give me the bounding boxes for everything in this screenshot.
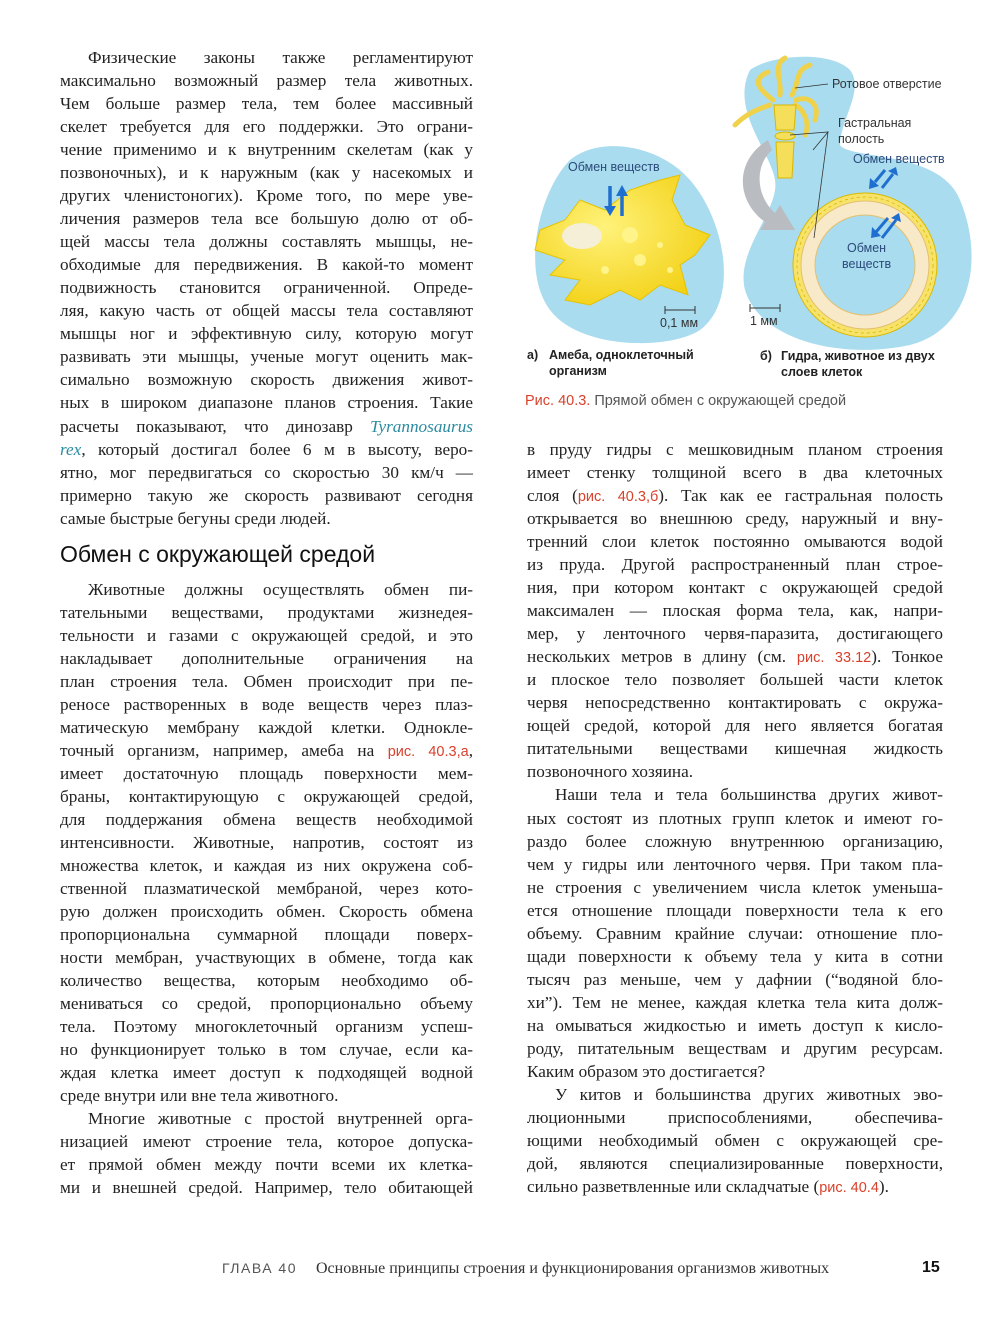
text-line: ятно, мог передвигаться со скоростью 30 км/ч — — [60, 462, 473, 482]
text-line: У китов и большинства других животных эво- — [555, 1084, 943, 1104]
text-line: питательными веществами кишечная жидкость — [527, 739, 943, 759]
text-line: но функционирует только в том случае, если ка- — [60, 1040, 473, 1060]
text-line: мениваться со средой, пропорционально объему — [60, 994, 473, 1014]
text-line: низацией имеют строение тела, которое допуска- — [60, 1132, 473, 1152]
text-line: реносе растворенных в воде веществ через плаз- — [60, 694, 473, 714]
footer-chapter-title: Основные принципы строения и функционирования организмов животных — [316, 1260, 830, 1277]
text-line: ющей средой, которой для него является богатая — [527, 716, 943, 736]
text-line — [60, 415, 473, 438]
text-line: матическую мембрану каждой клетки. Однокле- — [60, 717, 473, 737]
text-line: подвижность становится ограниченной. Опреде- — [60, 278, 473, 298]
amoeba-exchange-label: Обмен веществ — [568, 160, 660, 174]
text-line: среде внутри или вне тела животного. — [60, 1086, 339, 1106]
text-line: тренний слои клеток постоянно омываются водой — [527, 532, 943, 552]
text-line: Каким образом это достигается? — [527, 1061, 766, 1081]
text-line: люционными приспособлениями, обеспечива- — [527, 1107, 943, 1127]
text-segment: сильно разветвленные или складчатые ( — [527, 1177, 820, 1196]
text-line: развивать эти мышцы, ученые могут оценить мак- — [60, 347, 473, 367]
figure-40-3 — [510, 50, 980, 420]
text-line: накладывает дополнительные ограничения на — [60, 648, 473, 668]
paragraph — [527, 1083, 943, 1198]
text-line: тела. Поэтому многоклеточный организм успеш- — [60, 1017, 473, 1037]
text-line: ми и внешней средой. Например, тело обитающей — [60, 1178, 473, 1198]
text-line: имеет достаточную площадь поверхности мем- — [60, 763, 473, 783]
text-segment: слоя ( — [527, 486, 578, 506]
hydra-sub-letter: б) — [760, 349, 772, 363]
figure-caption-text: Прямой обмен с окружающей средой — [590, 393, 847, 409]
amoeba-scale-label: 0,1 мм — [660, 316, 699, 330]
text-line — [60, 739, 473, 762]
text-line: позвоночного хозяина. — [527, 762, 694, 782]
paragraph — [60, 578, 473, 1108]
text-line: Чем больше размер тела, тем более массивный — [60, 94, 473, 114]
text-line: мер, у ленточного червя-паразита, достигающего — [527, 624, 943, 644]
text-line: обходимые для передвижения. В какой-то момент — [60, 255, 473, 275]
left-text-column — [60, 46, 473, 1200]
text-line: чение применимо и к внутренним скелетам (как у — [60, 140, 473, 160]
text-line: тельности и газами с окружающей средой, и это — [60, 625, 473, 645]
text-line: не строения с увеличением числа клеток уменьша- — [527, 877, 943, 897]
amoeba-subcaption-line: Амеба, одноклеточный — [549, 348, 694, 362]
text-line: Наши тела и тела большинства других живот- — [555, 785, 943, 805]
amoeba-sub-letter: а) — [527, 348, 539, 362]
text-line: максимально возможный размер тела животных. — [60, 71, 473, 91]
text-line: интенсивности. Животные, напротив, состоят из — [60, 833, 473, 852]
text-line: Физические законы также регламентируют — [88, 48, 473, 67]
page-number: 15 — [922, 1259, 940, 1276]
text-line: других членистоногих). Кроме того, по мере уве- — [60, 186, 473, 206]
text-line: количество вещества, которым необходимо об- — [60, 971, 473, 991]
text-line: хи”). Тем не менее, каждая клетка тела кита долж- — [527, 992, 943, 1012]
text-line: для поддержания обмена веществ необходимой — [60, 809, 473, 829]
text-line: ляя, какую часть от общей массы тела составляют — [60, 301, 473, 321]
text-line: открывается во внешнюю среду, наружный и вну- — [527, 509, 943, 529]
species-name: Tyrannosaurus — [370, 416, 473, 436]
text-line: тательными веществами, продуктами жизнедея- — [60, 602, 473, 622]
text-line: Животные должны осуществлять обмен пи- — [88, 579, 473, 599]
paragraph — [60, 1107, 473, 1199]
text-segment: ). Так как ее гастральная полость — [658, 486, 943, 506]
figure-reference-link[interactable]: рис. 40.4 — [819, 1180, 879, 1196]
paragraph — [527, 438, 943, 783]
text-line — [527, 1175, 943, 1198]
figure-reference-link[interactable]: рис. 40.3,б — [577, 489, 659, 506]
text-line: примерно такую же скорость развивают сегодня — [60, 485, 473, 505]
text-line: ется отношение площади поверхности тела к его — [527, 900, 943, 920]
text-segment: нескольких метров в длину (см. — [527, 647, 797, 667]
hydra-cavity-label-2: полость — [838, 132, 885, 146]
text-line: имеет стенку толщиной всего в два клеточных — [527, 463, 943, 483]
text-segment: точный организм, например, амеба на — [60, 740, 388, 760]
text-line: тысяч раз меньше, чем у дафнии (“водяной бло- — [527, 969, 943, 989]
text-line: на омываться жидкостью и иметь доступ к кисло- — [527, 1015, 943, 1035]
text-line: ет прямой обмен между почти всеми их клетка- — [60, 1155, 473, 1175]
text-line: объему. Сравним крайние случаи: отношение пло- — [527, 923, 943, 943]
text-line: в пруду гидры с мешковидным планом строения — [527, 440, 943, 459]
text-line: браны, контактирующую с окружающей средой, — [60, 786, 473, 806]
figure-illustration — [510, 50, 980, 380]
text-line: мышцы ног и эффективную силу, которую могут — [60, 324, 473, 344]
text-line: ственной плазматической мембраной, через кото- — [60, 879, 473, 899]
hydra-subcaption — [781, 348, 935, 380]
text-line: раздо более сложную внутреннюю организацию, — [527, 831, 943, 851]
text-line: позвоночных), и к наружным (как у насекомых и — [60, 163, 473, 183]
hydra-exchange-inner-label-2: веществ — [842, 257, 892, 271]
text-segment: , который достигал более 6 м в высоту, веро- — [81, 439, 473, 459]
text-line — [527, 484, 943, 507]
text-line: ных состоят из плотных групп клеток и имеют го- — [527, 808, 943, 828]
text-line: рую должен происходить обмен. Скорость обмена — [60, 902, 473, 922]
text-line: щей массы тела должны составлять мышцы, не- — [60, 232, 473, 252]
text-line: план строения тела. Обмен происходит при пе- — [60, 671, 473, 691]
text-line — [527, 645, 943, 668]
hydra-cavity-label-1: Гастральная — [838, 116, 912, 130]
paragraph — [60, 46, 473, 530]
text-line: личения размеров тела все большую долю от об- — [60, 209, 473, 229]
text-line: ния, при котором контакт с окружающей средой — [527, 578, 943, 598]
text-segment: расчеты показывают, что динозавр — [60, 416, 371, 436]
species-name: rex — [60, 439, 82, 459]
text-line: множества клеток, и каждая из них окружена соб- — [60, 856, 473, 876]
hydra-exchange-outer-label: Обмен веществ — [853, 152, 945, 166]
paragraph — [527, 783, 943, 1082]
text-line: ности мембран, участвующих в обмене, тогда как — [60, 948, 473, 968]
text-line: максимален — плоская форма тела, как, напри- — [527, 601, 943, 621]
footer-chapter: ГЛАВА 40 — [222, 1260, 297, 1276]
text-line: скелет требуется для его поддержки. Это ограни- — [60, 117, 473, 137]
hydra-subcaption-line: слоев клеток — [781, 365, 863, 379]
text-line: самые быстрые бегуны среди людей. — [60, 508, 331, 528]
hydra-scale-label: 1 мм — [750, 314, 778, 328]
right-text-column — [527, 438, 943, 1198]
text-line: щади поверхности к объему тела у кита в сотни — [527, 946, 943, 966]
text-segment: , — [468, 740, 473, 760]
text-line: из пруда. Другой распространенный план строе- — [527, 555, 943, 575]
figure-caption — [525, 393, 846, 409]
text-line: симально возможную скорость движения живот- — [60, 370, 473, 390]
text-line: чем у гидры или ленточного червя. При таком пла- — [527, 854, 943, 874]
figure-reference-link[interactable]: рис. 40.3,а — [387, 743, 469, 760]
text-segment: ). — [878, 1177, 889, 1196]
figure-number: Рис. 40.3. — [525, 393, 591, 409]
amoeba-subcaption-line: организм — [549, 364, 607, 378]
text-line: ющими необходимый обмен с окружающей сре- — [527, 1130, 943, 1150]
section-heading: Обмен с окружающей средой — [60, 540, 376, 567]
text-line: пропорциональна суммарной площади поверх- — [60, 925, 473, 945]
text-line: червя непосредственно контактировать с окружа- — [527, 693, 943, 713]
text-segment: ). Тонкое — [871, 647, 943, 667]
text-line: и плоское тело позволяет большей части клеток — [527, 670, 943, 690]
text-line — [60, 438, 473, 461]
hydra-mouth-label: Ротовое отверстие — [832, 77, 942, 91]
hydra-subcaption-line: Гидра, животное из двух — [781, 349, 935, 363]
figure-reference-link[interactable]: рис. 33.12 — [796, 650, 872, 667]
hydra-exchange-inner-label-1: Обмен — [847, 241, 887, 255]
text-line: роду, питательным веществам и другим ресурсам. — [527, 1038, 943, 1058]
amoeba-subcaption — [549, 347, 694, 379]
text-line: ждая клетка имеет доступ к подходящей водной — [60, 1063, 473, 1083]
text-line: Многие животные с простой внутренней орга- — [88, 1109, 473, 1129]
text-line: дой, являются специализированные поверхности, — [527, 1153, 943, 1173]
text-line: ных в широком диапазоне планов строения. Такие — [60, 393, 473, 413]
